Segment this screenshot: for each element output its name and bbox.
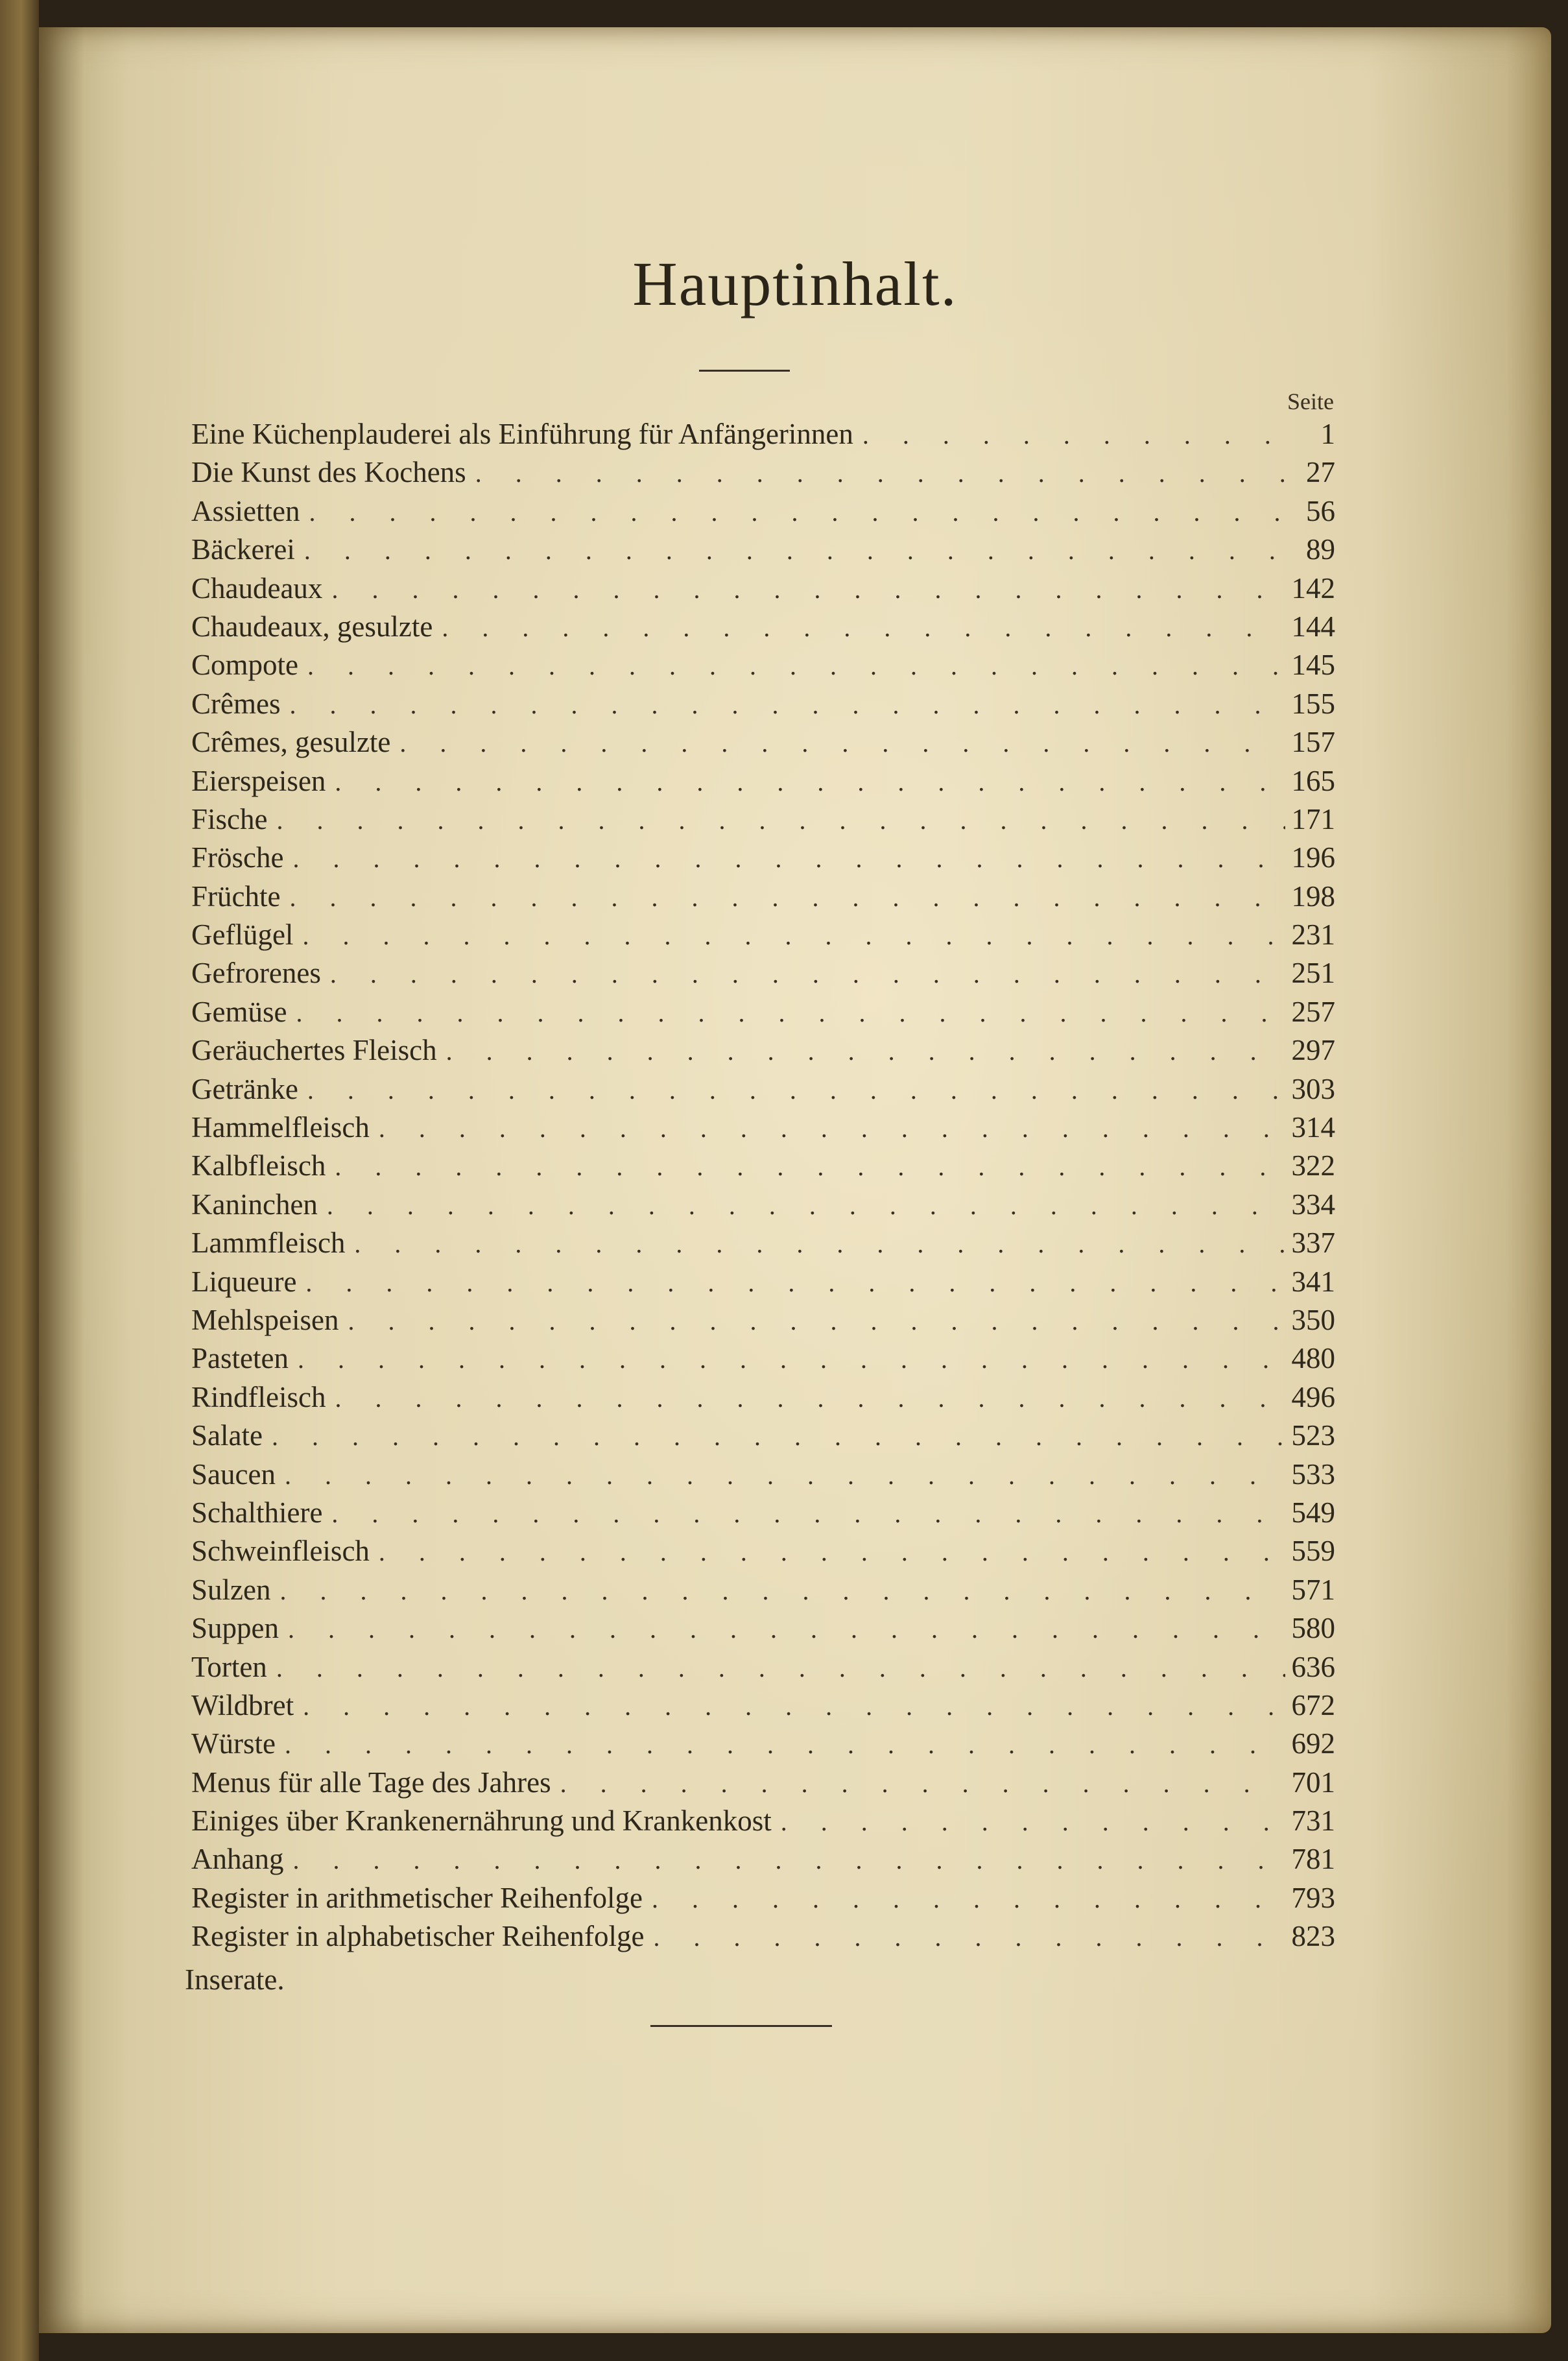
toc-entry-title: Suppen bbox=[191, 1612, 279, 1645]
toc-entry-title: Saucen bbox=[191, 1457, 276, 1491]
toc-entry bbox=[191, 1456, 1335, 1494]
toc-entry bbox=[191, 1917, 1335, 1956]
toc-entry bbox=[191, 1417, 1335, 1455]
dot-leader bbox=[399, 724, 1285, 762]
toc-entry-page-number: 314 bbox=[1291, 1111, 1335, 1144]
toc-entry-page-number: 157 bbox=[1291, 726, 1335, 759]
dot-leader bbox=[292, 1841, 1285, 1879]
toc-entry bbox=[191, 569, 1335, 608]
toc-entry-page-number: 350 bbox=[1291, 1303, 1335, 1336]
toc-entry bbox=[191, 1802, 1335, 1840]
toc-entry-title: Fische bbox=[191, 802, 268, 835]
toc-entry bbox=[191, 1609, 1335, 1648]
toc-final-entry: Inserate. bbox=[185, 1963, 285, 1996]
toc-entry-page-number: 523 bbox=[1291, 1419, 1335, 1452]
page-column-header: Seite bbox=[1287, 389, 1334, 414]
toc-entry-title: Crêmes bbox=[191, 687, 281, 720]
toc-entry bbox=[191, 1725, 1335, 1763]
toc-entry-page-number: 165 bbox=[1291, 764, 1335, 797]
toc-entry-title: Früchte bbox=[191, 880, 281, 913]
end-divider bbox=[650, 2025, 832, 2027]
toc-entry-title: Gemüse bbox=[191, 995, 287, 1028]
toc-entry-page-number: 144 bbox=[1291, 610, 1335, 643]
dot-leader bbox=[298, 1340, 1285, 1378]
toc-entry bbox=[191, 1571, 1335, 1609]
dot-leader bbox=[288, 1610, 1285, 1648]
toc-entry bbox=[191, 1224, 1335, 1262]
toc-entry-title: Menus für alle Tage des Jahres bbox=[191, 1766, 551, 1799]
dot-leader bbox=[309, 493, 1286, 531]
toc-entry-page-number: 27 bbox=[1306, 456, 1335, 489]
toc-entry-title: Register in arithmetischer Reihenfolge bbox=[191, 1881, 643, 1914]
toc-entry bbox=[191, 415, 1335, 453]
toc-entry-title: Torten bbox=[191, 1650, 267, 1683]
toc-entry-page-number: 480 bbox=[1291, 1342, 1335, 1375]
toc-entry-title: Salate bbox=[191, 1419, 263, 1452]
dot-leader bbox=[272, 1417, 1285, 1456]
toc-entry bbox=[191, 453, 1335, 492]
dot-leader bbox=[335, 763, 1285, 801]
toc-entry-title: Chaudeaux, gesulzte bbox=[191, 610, 433, 643]
toc-entry-title: Kaninchen bbox=[191, 1188, 318, 1221]
toc-entry-page-number: 198 bbox=[1291, 880, 1335, 913]
dot-leader bbox=[277, 801, 1285, 839]
toc-entry-page-number: 303 bbox=[1291, 1072, 1335, 1105]
toc-entry-page-number: 334 bbox=[1291, 1188, 1335, 1221]
page-title: Hauptinhalt. bbox=[632, 249, 958, 318]
toc-entry-title: Chaudeaux bbox=[191, 571, 323, 605]
toc-entry-title: Crêmes, gesulzte bbox=[191, 726, 391, 759]
toc-entry bbox=[191, 916, 1335, 954]
dot-leader bbox=[302, 917, 1285, 955]
toc-entry-page-number: 496 bbox=[1291, 1380, 1335, 1413]
dot-leader bbox=[354, 1225, 1285, 1263]
toc-entry-title: Frösche bbox=[191, 841, 284, 874]
toc-entry-page-number: 257 bbox=[1291, 995, 1335, 1028]
toc-entry-title: Geräuchertes Fleisch bbox=[191, 1034, 437, 1067]
toc-entry-page-number: 692 bbox=[1291, 1727, 1335, 1760]
toc-entry-title: Hammelfleisch bbox=[191, 1111, 370, 1144]
toc-entry-title: Mehlspeisen bbox=[191, 1303, 339, 1336]
toc-entry-page-number: 533 bbox=[1291, 1457, 1335, 1491]
toc-entry bbox=[191, 1147, 1335, 1185]
dot-leader bbox=[292, 839, 1285, 878]
toc-entry bbox=[191, 1840, 1335, 1878]
toc-entry bbox=[191, 685, 1335, 723]
toc-entry-title: Wildbret bbox=[191, 1688, 294, 1721]
dot-leader bbox=[781, 1803, 1285, 1841]
toc-entry bbox=[191, 1532, 1335, 1570]
toc-entry-title: Getränke bbox=[191, 1072, 298, 1105]
table-of-contents bbox=[191, 415, 1335, 1956]
toc-entry bbox=[191, 839, 1335, 877]
toc-entry-page-number: 341 bbox=[1291, 1265, 1335, 1298]
dot-leader bbox=[305, 1264, 1285, 1302]
toc-entry bbox=[191, 1339, 1335, 1378]
dot-leader bbox=[289, 686, 1285, 724]
toc-entry bbox=[191, 1031, 1335, 1070]
dot-leader bbox=[331, 1494, 1285, 1533]
toc-entry bbox=[191, 800, 1335, 839]
toc-entry-title: Gefrorenes bbox=[191, 957, 321, 990]
dot-leader bbox=[327, 1186, 1285, 1225]
toc-entry-page-number: 322 bbox=[1291, 1149, 1335, 1182]
dot-leader bbox=[379, 1109, 1285, 1147]
toc-entry bbox=[191, 762, 1335, 800]
dot-leader bbox=[303, 1687, 1285, 1725]
dot-leader bbox=[446, 1032, 1285, 1070]
toc-entry bbox=[191, 646, 1335, 684]
paper-page bbox=[39, 27, 1551, 2333]
toc-entry-title: Eine Küchenplauderei als Einführung für Anfängerinnen bbox=[191, 418, 853, 450]
toc-entry bbox=[191, 492, 1335, 531]
dot-leader bbox=[560, 1764, 1285, 1803]
toc-entry-page-number: 145 bbox=[1291, 649, 1335, 682]
book-cover-edge bbox=[0, 0, 39, 2361]
toc-entry-page-number: 781 bbox=[1291, 1843, 1335, 1876]
toc-entry bbox=[191, 1263, 1335, 1301]
toc-entry bbox=[191, 1879, 1335, 1917]
toc-entry-page-number: 56 bbox=[1306, 494, 1335, 527]
toc-entry bbox=[191, 954, 1335, 992]
toc-entry-page-number: 89 bbox=[1306, 533, 1335, 566]
toc-entry-title: Anhang bbox=[191, 1843, 284, 1876]
toc-entry-page-number: 580 bbox=[1291, 1612, 1335, 1645]
toc-entry-page-number: 297 bbox=[1291, 1034, 1335, 1067]
toc-entry-page-number: 636 bbox=[1291, 1650, 1335, 1683]
dot-leader bbox=[289, 878, 1285, 917]
toc-entry-title: Rindfleisch bbox=[191, 1380, 326, 1413]
toc-entry-page-number: 142 bbox=[1291, 571, 1335, 605]
dot-leader bbox=[285, 1456, 1285, 1494]
dot-leader bbox=[348, 1302, 1285, 1340]
toc-entry bbox=[191, 1109, 1335, 1147]
toc-entry-title: Geflügel bbox=[191, 918, 294, 952]
dot-leader bbox=[296, 994, 1285, 1032]
toc-entry-title: Schalthiere bbox=[191, 1496, 323, 1529]
dot-leader bbox=[652, 1880, 1285, 1918]
toc-entry-title: Liqueure bbox=[191, 1265, 297, 1298]
title-divider bbox=[699, 370, 790, 372]
toc-entry bbox=[191, 1686, 1335, 1725]
toc-entry bbox=[191, 1301, 1335, 1339]
toc-entry-page-number: 672 bbox=[1291, 1688, 1335, 1721]
toc-entry-page-number: 793 bbox=[1291, 1881, 1335, 1914]
toc-entry bbox=[191, 608, 1335, 646]
toc-entry bbox=[191, 1378, 1335, 1417]
toc-entry-page-number: 559 bbox=[1291, 1535, 1335, 1568]
dot-leader bbox=[335, 1147, 1285, 1186]
dot-leader bbox=[335, 1379, 1285, 1417]
toc-entry-title: Lammfleisch bbox=[191, 1227, 346, 1260]
toc-entry bbox=[191, 993, 1335, 1031]
dot-leader bbox=[475, 454, 1286, 492]
toc-entry bbox=[191, 878, 1335, 916]
toc-entry-title: Eierspeisen bbox=[191, 764, 326, 797]
dot-leader bbox=[330, 955, 1285, 993]
toc-entry-page-number: 823 bbox=[1291, 1920, 1335, 1953]
toc-entry-page-number: 251 bbox=[1291, 957, 1335, 990]
dot-leader bbox=[331, 570, 1285, 608]
toc-entry-title: Schweinfleisch bbox=[191, 1535, 370, 1568]
toc-entry-title: Register in alphabetischer Reihenfolge bbox=[191, 1920, 645, 1953]
dot-leader bbox=[862, 416, 1286, 454]
toc-entry bbox=[191, 1070, 1335, 1109]
dot-leader bbox=[307, 647, 1285, 685]
toc-entry-title: Kalbfleisch bbox=[191, 1149, 326, 1182]
toc-entry-title: Pasteten bbox=[191, 1342, 289, 1375]
toc-entry-page-number: 337 bbox=[1291, 1227, 1335, 1260]
page-gutter-shadow bbox=[39, 27, 84, 2333]
dot-leader bbox=[307, 1071, 1285, 1109]
toc-entry bbox=[191, 723, 1335, 761]
toc-entry-title: Compote bbox=[191, 649, 298, 682]
dot-leader bbox=[304, 531, 1286, 569]
toc-entry bbox=[191, 1494, 1335, 1532]
toc-entry-page-number: 1 bbox=[1320, 418, 1335, 450]
dot-leader bbox=[442, 608, 1285, 647]
toc-entry-title: Würste bbox=[191, 1727, 276, 1760]
toc-entry-title: Bäckerei bbox=[191, 533, 295, 566]
toc-entry bbox=[191, 1648, 1335, 1686]
toc-entry-page-number: 571 bbox=[1291, 1573, 1335, 1606]
toc-entry-page-number: 155 bbox=[1291, 687, 1335, 720]
dot-leader bbox=[379, 1533, 1285, 1571]
toc-entry-title: Sulzen bbox=[191, 1573, 271, 1606]
toc-entry bbox=[191, 1764, 1335, 1802]
toc-entry-page-number: 171 bbox=[1291, 802, 1335, 835]
toc-entry-title: Assietten bbox=[191, 494, 300, 527]
dot-leader bbox=[285, 1725, 1285, 1764]
toc-entry bbox=[191, 1186, 1335, 1224]
toc-entry bbox=[191, 531, 1335, 569]
toc-entry-title: Die Kunst des Kochens bbox=[191, 456, 466, 489]
dot-leader bbox=[276, 1649, 1285, 1687]
dot-leader bbox=[654, 1918, 1285, 1956]
toc-entry-page-number: 196 bbox=[1291, 841, 1335, 874]
toc-entry-page-number: 231 bbox=[1291, 918, 1335, 952]
dot-leader bbox=[279, 1572, 1285, 1610]
toc-entry-page-number: 701 bbox=[1291, 1766, 1335, 1799]
toc-entry-page-number: 549 bbox=[1291, 1496, 1335, 1529]
toc-entry-page-number: 731 bbox=[1291, 1804, 1335, 1838]
toc-entry-title: Einiges über Krankenernährung und Krankenkost bbox=[191, 1804, 772, 1838]
